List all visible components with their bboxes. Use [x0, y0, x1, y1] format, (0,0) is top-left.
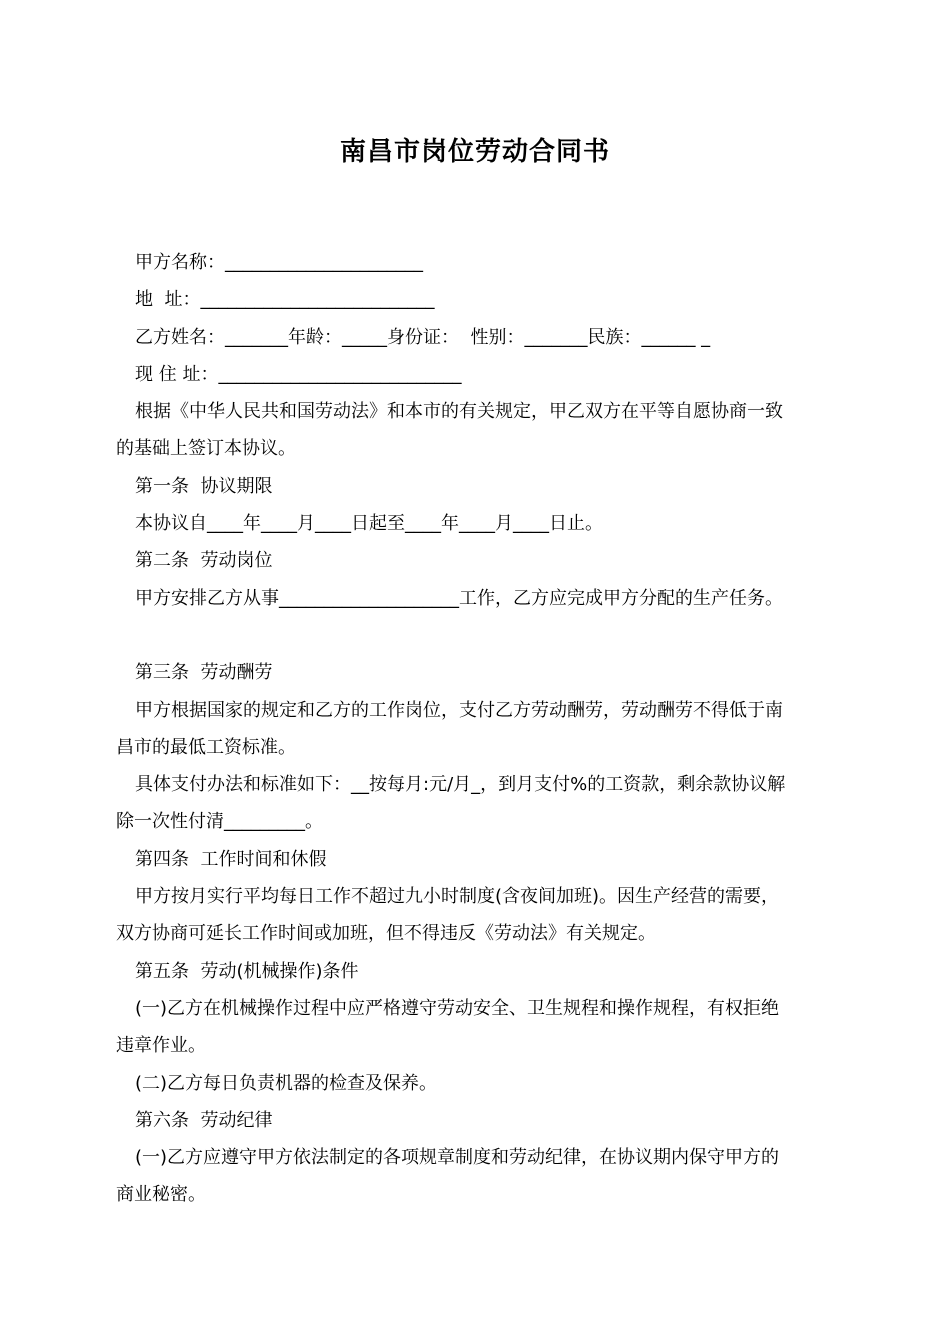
paragraph-line: 双方协商可延长工作时间或加班，但不得违反《劳动法》有关规定。	[116, 923, 656, 945]
paragraph-line: 昌市的最低工资标准。	[116, 736, 296, 758]
address-line: 地 址：__________________________	[135, 289, 435, 311]
paragraph-line: (二)乙方每日负责机器的检查及保养。	[135, 1072, 438, 1094]
article-heading: 第一条 协议期限	[135, 475, 273, 497]
paragraph-line: 商业秘密。	[116, 1184, 206, 1206]
residence-line: 现 住 址：___________________________	[135, 363, 462, 385]
paragraph-line: 的基础上签订本协议。	[116, 438, 296, 460]
party-a-name-line: 甲方名称：______________________	[135, 252, 423, 273]
paragraph-line: 违章作业。	[116, 1035, 206, 1057]
party-b-info-line: 乙方姓名：_______年龄：_____身份证： 性别：_______民族：______ _	[135, 326, 711, 348]
paragraph-line: 本协议自____年____月____日起至____年____月____日止。	[135, 513, 603, 535]
article-heading: 第二条 劳动岗位	[135, 550, 273, 572]
article-heading: 第五条 劳动(机械操作)条件	[135, 960, 359, 982]
paragraph-line: 甲方根据国家的规定和乙方的工作岗位，支付乙方劳动酬劳，劳动酬劳不得低于南	[135, 699, 783, 721]
article-heading: 第三条 劳动酬劳	[135, 662, 273, 684]
blank-line	[116, 617, 834, 654]
document-body	[116, 244, 834, 1214]
paragraph-line: (一)乙方在机械操作过程中应严格遵守劳动安全、卫生规程和操作规程，有权拒绝	[135, 997, 780, 1019]
paragraph-line: 根据《中华人民共和国劳动法》和本市的有关规定，甲乙双方在平等自愿协商一致	[135, 401, 783, 423]
article-heading: 第四条 工作时间和休假	[135, 848, 327, 870]
paragraph-line: (一)乙方应遵守甲方依法制定的各项规章制度和劳动纪律，在协议期内保守甲方的	[135, 1147, 780, 1169]
paragraph-line: 除一次性付清_________。	[116, 811, 323, 833]
paragraph-line: 具体支付办法和标准如下：__按每月:元/月_，到月支付%的工资款，剩余款协议解	[135, 774, 786, 796]
paragraph-line: 甲方安排乙方从事____________________工作，乙方应完成甲方分配的生产任务。	[135, 587, 783, 609]
article-heading: 第六条 劳动纪律	[135, 1109, 273, 1131]
paragraph-line: 甲方按月实行平均每日工作不超过九小时制度(含夜间加班)。因生产经营的需要，	[135, 886, 780, 908]
document-title: 南昌市岗位劳动合同书	[339, 137, 610, 167]
